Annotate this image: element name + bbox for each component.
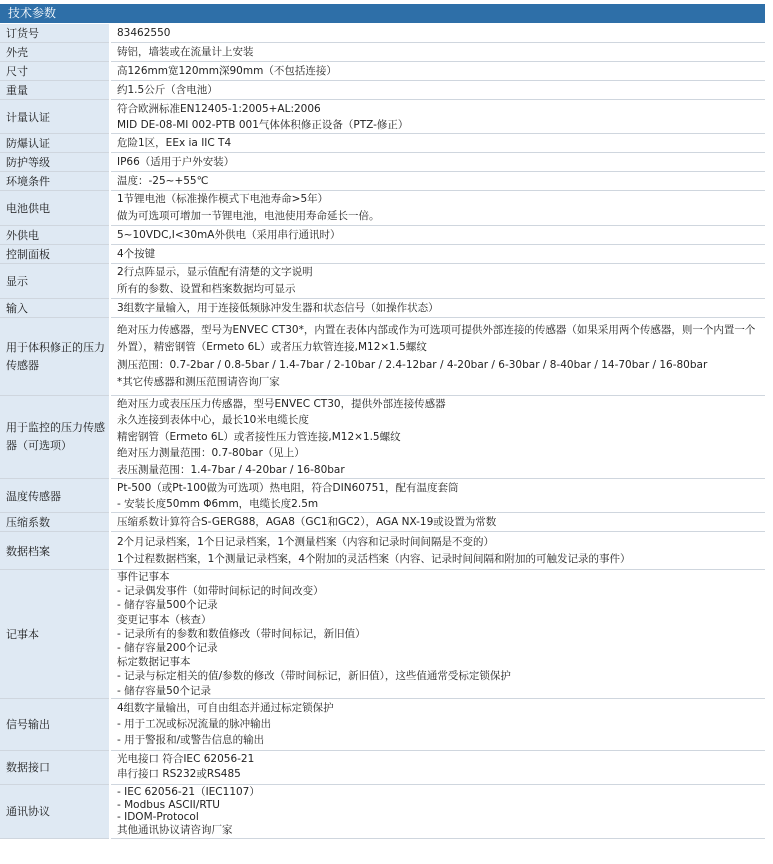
spec-value-line: *其它传感器和测压范围请咨询厂家 xyxy=(117,376,280,388)
spec-row xyxy=(0,264,765,299)
spec-value-line: 5~10VDC,I<30mA外供电（采用串行通讯时） xyxy=(117,229,341,241)
spec-value-line: 2行点阵显示，显示值配有清楚的文字说明 xyxy=(117,266,313,278)
spec-row xyxy=(0,24,765,43)
spec-value-line: 1节锂电池（标准操作模式下电池寿命>5年） xyxy=(117,193,329,205)
spec-value xyxy=(110,62,765,81)
spec-key: 外壳 xyxy=(0,43,110,62)
spec-value xyxy=(110,396,765,479)
spec-key: 数据档案 xyxy=(0,532,110,570)
spec-value xyxy=(110,100,765,134)
spec-value-line: - 储存容量50个记录 xyxy=(117,684,211,697)
spec-value-line: 做为可选项可增加一节锂电池，电池使用寿命延长一倍。 xyxy=(117,210,380,222)
spec-key: 重量 xyxy=(0,81,110,100)
spec-row xyxy=(0,172,765,191)
spec-value-line: MID DE-08-MI 002-PTB 001气体体积修正设备（PTZ-修正） xyxy=(117,118,409,131)
spec-value xyxy=(110,264,765,299)
spec-key: 环境条件 xyxy=(0,172,110,191)
spec-value-line: 符合欧洲标准EN12405-1:2005+AL:2006 xyxy=(117,102,321,115)
spec-value-line: 测压范围：0.7-2bar / 0.8-5bar / 1.4-7bar / 2-10bar / 2.4-12bar / 4-20bar / 6-30bar / 8-40bar / 14-70bar / 16-80bar xyxy=(117,358,708,371)
spec-value xyxy=(110,134,765,153)
spec-row xyxy=(0,100,765,134)
spec-key: 压缩系数 xyxy=(0,513,110,532)
spec-value xyxy=(110,153,765,172)
spec-key: 显示 xyxy=(0,264,110,299)
spec-key: 温度传感器 xyxy=(0,479,110,513)
spec-value-line: 83462550 xyxy=(117,27,171,39)
spec-row xyxy=(0,299,765,318)
spec-value xyxy=(110,570,765,699)
spec-value xyxy=(110,81,765,100)
spec-key: 控制面板 xyxy=(0,245,110,264)
spec-key: 订货号 xyxy=(0,24,110,43)
spec-key: 外供电 xyxy=(0,226,110,245)
spec-value-line: 高126mm宽120mm深90mm（不包括连接） xyxy=(117,65,337,77)
spec-key: 用于监控的压力传感器（可选项） xyxy=(0,396,110,479)
spec-key: 数据接口 xyxy=(0,750,110,784)
spec-value-line: 光电接口 符合IEC 62056-21 xyxy=(117,753,255,766)
spec-row xyxy=(0,43,765,62)
spec-value-line: 绝对压力传感器，型号为ENVEC CT30*，内置在表体内部或作为可选项可提供外部连接的传感器（如果采用两个传感器，则一个内置一个 xyxy=(117,323,756,336)
spec-row xyxy=(0,226,765,245)
section-header: 技术参数 xyxy=(0,4,765,23)
spec-value-line: 串行接口 RS232或RS485 xyxy=(117,768,241,781)
spec-value xyxy=(110,299,765,318)
spec-value-line: 绝对压力或表压压力传感器，型号ENVEC CT30，提供外部连接传感器 xyxy=(117,398,446,410)
spec-value xyxy=(110,532,765,570)
spec-value-line: 铸铝，墙装或在流量计上安装 xyxy=(117,46,254,58)
spec-value xyxy=(110,698,765,750)
spec-value-line: 温度：-25~+55℃ xyxy=(117,175,209,187)
spec-value-line: 表压测量范围：1.4-7bar / 4-20bar / 16-80bar xyxy=(117,463,345,476)
spec-value-line: 外置），精密钢管（Ermeto 6L）或者压力软管连接,M12×1.5螺纹 xyxy=(117,341,427,353)
spec-value xyxy=(110,43,765,62)
spec-value-line: 永久连接到表体中心，最长10米电缆长度 xyxy=(117,414,309,427)
spec-value-line: 4个按键 xyxy=(117,248,156,260)
spec-key: 计量认证 xyxy=(0,100,110,134)
spec-value-line: 变更记事本（核查） xyxy=(117,613,212,626)
spec-value-line: - 储存容量500个记录 xyxy=(117,599,218,612)
spec-value-line: Pt-500（或Pt-100做为可选项）热电阻，符合DIN60751，配有温度套筒 xyxy=(117,481,459,494)
spec-value-line: - Modbus ASCII/RTU xyxy=(117,798,220,811)
spec-row xyxy=(0,62,765,81)
spec-row xyxy=(0,134,765,153)
spec-value xyxy=(110,245,765,264)
spec-table xyxy=(0,24,765,839)
spec-row xyxy=(0,750,765,784)
spec-row xyxy=(0,81,765,100)
spec-row xyxy=(0,245,765,264)
spec-value-line: 2个月记录档案，1个日记录档案，1个测量档案（内容和记录时间间隔是不变的） xyxy=(117,535,495,548)
spec-value-line: 约1.5公斤（含电池） xyxy=(117,84,218,96)
spec-key: 用于体积修正的压力传感器 xyxy=(0,318,110,396)
spec-value-line: - IDOM-Protocol xyxy=(117,811,199,824)
spec-value xyxy=(110,784,765,838)
spec-row xyxy=(0,698,765,750)
spec-value-line: 精密钢管（Ermeto 6L）或者接性压力管连接,M12×1.5螺纹 xyxy=(117,430,401,443)
spec-key: 尺寸 xyxy=(0,62,110,81)
spec-key: 电池供电 xyxy=(0,191,110,226)
spec-key: 信号输出 xyxy=(0,698,110,750)
spec-value-line: - 储存容量200个记录 xyxy=(117,642,218,655)
spec-value xyxy=(110,191,765,226)
spec-row xyxy=(0,513,765,532)
spec-row xyxy=(0,191,765,226)
spec-row xyxy=(0,153,765,172)
spec-key: 防爆认证 xyxy=(0,134,110,153)
spec-value-line: - 记录所有的参数和数值修改（带时间标记，新旧值） xyxy=(117,627,366,640)
spec-row xyxy=(0,532,765,570)
spec-row xyxy=(0,318,765,396)
spec-value-line: 1个过程数据档案，1个测量记录档案，4个附加的灵活档案（内容、记录时间间隔和附加的可触发记录的事件） xyxy=(117,552,631,565)
spec-key: 输入 xyxy=(0,299,110,318)
spec-value-line: 其他通讯协议请咨询厂家 xyxy=(117,824,233,837)
spec-value-line: 4组数字量输出，可自由组态并通过标定锁保护 xyxy=(117,702,334,715)
spec-value xyxy=(110,24,765,43)
spec-value xyxy=(110,479,765,513)
spec-value-line: - IEC 62056-21（IEC1107） xyxy=(117,785,260,798)
spec-value-line: - 安装长度50mm Φ6mm，电缆长度2.5m xyxy=(117,497,319,510)
spec-row xyxy=(0,784,765,838)
spec-value-line: - 记录与标定相关的值/参数的修改（带时间标记，新旧值），这些值通常受标定锁保护 xyxy=(117,670,511,683)
spec-value-line: 事件记事本 xyxy=(117,571,170,584)
spec-value xyxy=(110,172,765,191)
spec-row xyxy=(0,396,765,479)
spec-value-line: 3组数字量输入，用于连接低频脉冲发生器和状态信号（如操作状态） xyxy=(117,302,439,314)
spec-value xyxy=(110,318,765,396)
spec-value xyxy=(110,750,765,784)
spec-value-line: - 记录偶发事件（如带时间标记的时间改变） xyxy=(117,585,324,598)
spec-value-line: 标定数据记事本 xyxy=(117,656,191,669)
spec-key: 通讯协议 xyxy=(0,784,110,838)
spec-key: 记事本 xyxy=(0,570,110,699)
spec-value-line: 危险1区，EEx ia IIC T4 xyxy=(117,137,232,149)
spec-value xyxy=(110,513,765,532)
spec-value-line: IP66（适用于户外安装） xyxy=(117,156,235,168)
spec-key: 防护等级 xyxy=(0,153,110,172)
spec-value-line: 压缩系数计算符合S-GERG88，AGA8（GC1和GC2），AGA NX-19或设置为常数 xyxy=(117,516,497,529)
spec-value-line: 所有的参数、设置和档案数据均可显示 xyxy=(117,283,296,295)
spec-row xyxy=(0,570,765,699)
spec-value-line: - 用于警报和/或警告信息的输出 xyxy=(117,734,265,747)
spec-value-line: - 用于工况或标况流量的脉冲输出 xyxy=(117,718,272,731)
spec-row xyxy=(0,479,765,513)
spec-value-line: 绝对压力测量范围：0.7-80bar（见上） xyxy=(117,447,305,460)
spec-value xyxy=(110,226,765,245)
